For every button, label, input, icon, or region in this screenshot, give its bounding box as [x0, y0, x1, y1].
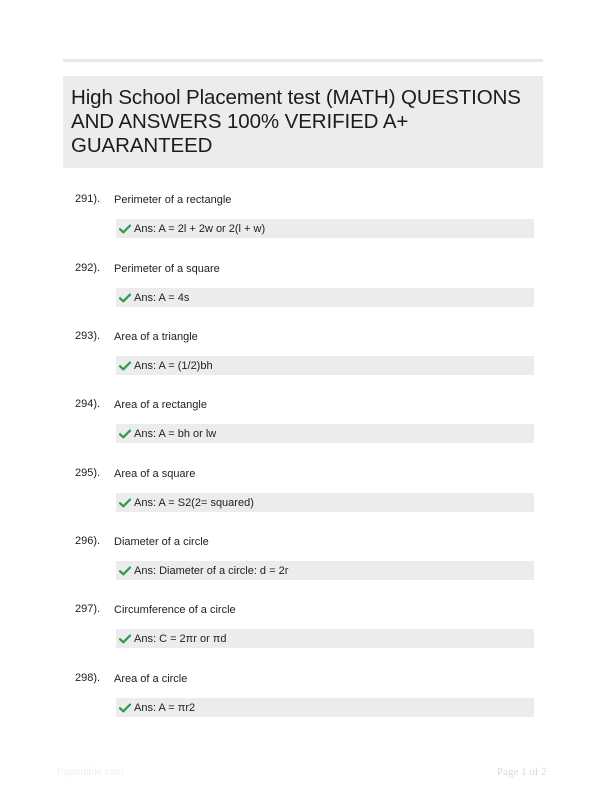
answer-box	[116, 629, 534, 648]
question-number: 293).	[75, 330, 101, 342]
answer-text: Ans: A = 4s	[134, 291, 190, 304]
question-text: Area of a triangle	[114, 331, 198, 343]
top-divider	[63, 59, 543, 62]
question-text: Area of a rectangle	[114, 399, 207, 411]
question-item	[0, 330, 606, 390]
page-title: High School Placement test (MATH) QUESTIONS AND ANSWERS 100% VERIFIED A+ GUARANTEED	[71, 86, 521, 157]
check-icon	[119, 293, 131, 303]
answer-text: Ans: Diameter of a circle: d = 2r	[134, 564, 289, 577]
question-number: 294).	[75, 398, 101, 410]
answer-box	[116, 288, 534, 307]
answer-box	[116, 219, 534, 238]
answer-box	[116, 356, 534, 375]
question-item	[0, 262, 606, 322]
answer-text: Ans: A = (1/2)bh	[134, 359, 213, 372]
check-icon	[119, 429, 131, 439]
question-item	[0, 603, 606, 663]
check-icon	[119, 224, 131, 234]
question-text: Diameter of a circle	[114, 536, 209, 548]
answer-text: Ans: C = 2πr or πd	[134, 632, 227, 645]
question-text: Circumference of a circle	[114, 604, 236, 616]
question-item	[0, 193, 606, 253]
answer-box	[116, 561, 534, 580]
page-indicator: Page 1 of 2	[497, 766, 547, 778]
question-text: Area of a circle	[114, 673, 188, 685]
answer-text: Ans: A = S2(2= squared)	[134, 496, 254, 509]
question-item	[0, 398, 606, 458]
title-banner	[63, 76, 543, 168]
answer-text: Ans: A = πr2	[134, 701, 196, 714]
question-number: 291).	[75, 193, 101, 205]
answer-box	[116, 493, 534, 512]
answer-box	[116, 698, 534, 717]
question-text: Perimeter of a rectangle	[114, 194, 232, 206]
question-text: Perimeter of a square	[114, 263, 220, 275]
answer-box	[116, 424, 534, 443]
check-icon	[119, 566, 131, 576]
question-number: 297).	[75, 603, 101, 615]
footer-watermark: Papertible.com	[57, 767, 124, 778]
check-icon	[119, 634, 131, 644]
question-item	[0, 672, 606, 732]
answer-text: Ans: A = bh or lw	[134, 427, 217, 440]
check-icon	[119, 703, 131, 713]
question-number: 292).	[75, 262, 101, 274]
question-number: 298).	[75, 672, 101, 684]
check-icon	[119, 498, 131, 508]
question-number: 295).	[75, 467, 101, 479]
question-item	[0, 467, 606, 527]
question-text: Area of a square	[114, 468, 196, 480]
check-icon	[119, 361, 131, 371]
answer-text: Ans: A = 2l + 2w or 2(l + w)	[134, 222, 266, 235]
question-number: 296).	[75, 535, 101, 547]
question-item	[0, 535, 606, 595]
